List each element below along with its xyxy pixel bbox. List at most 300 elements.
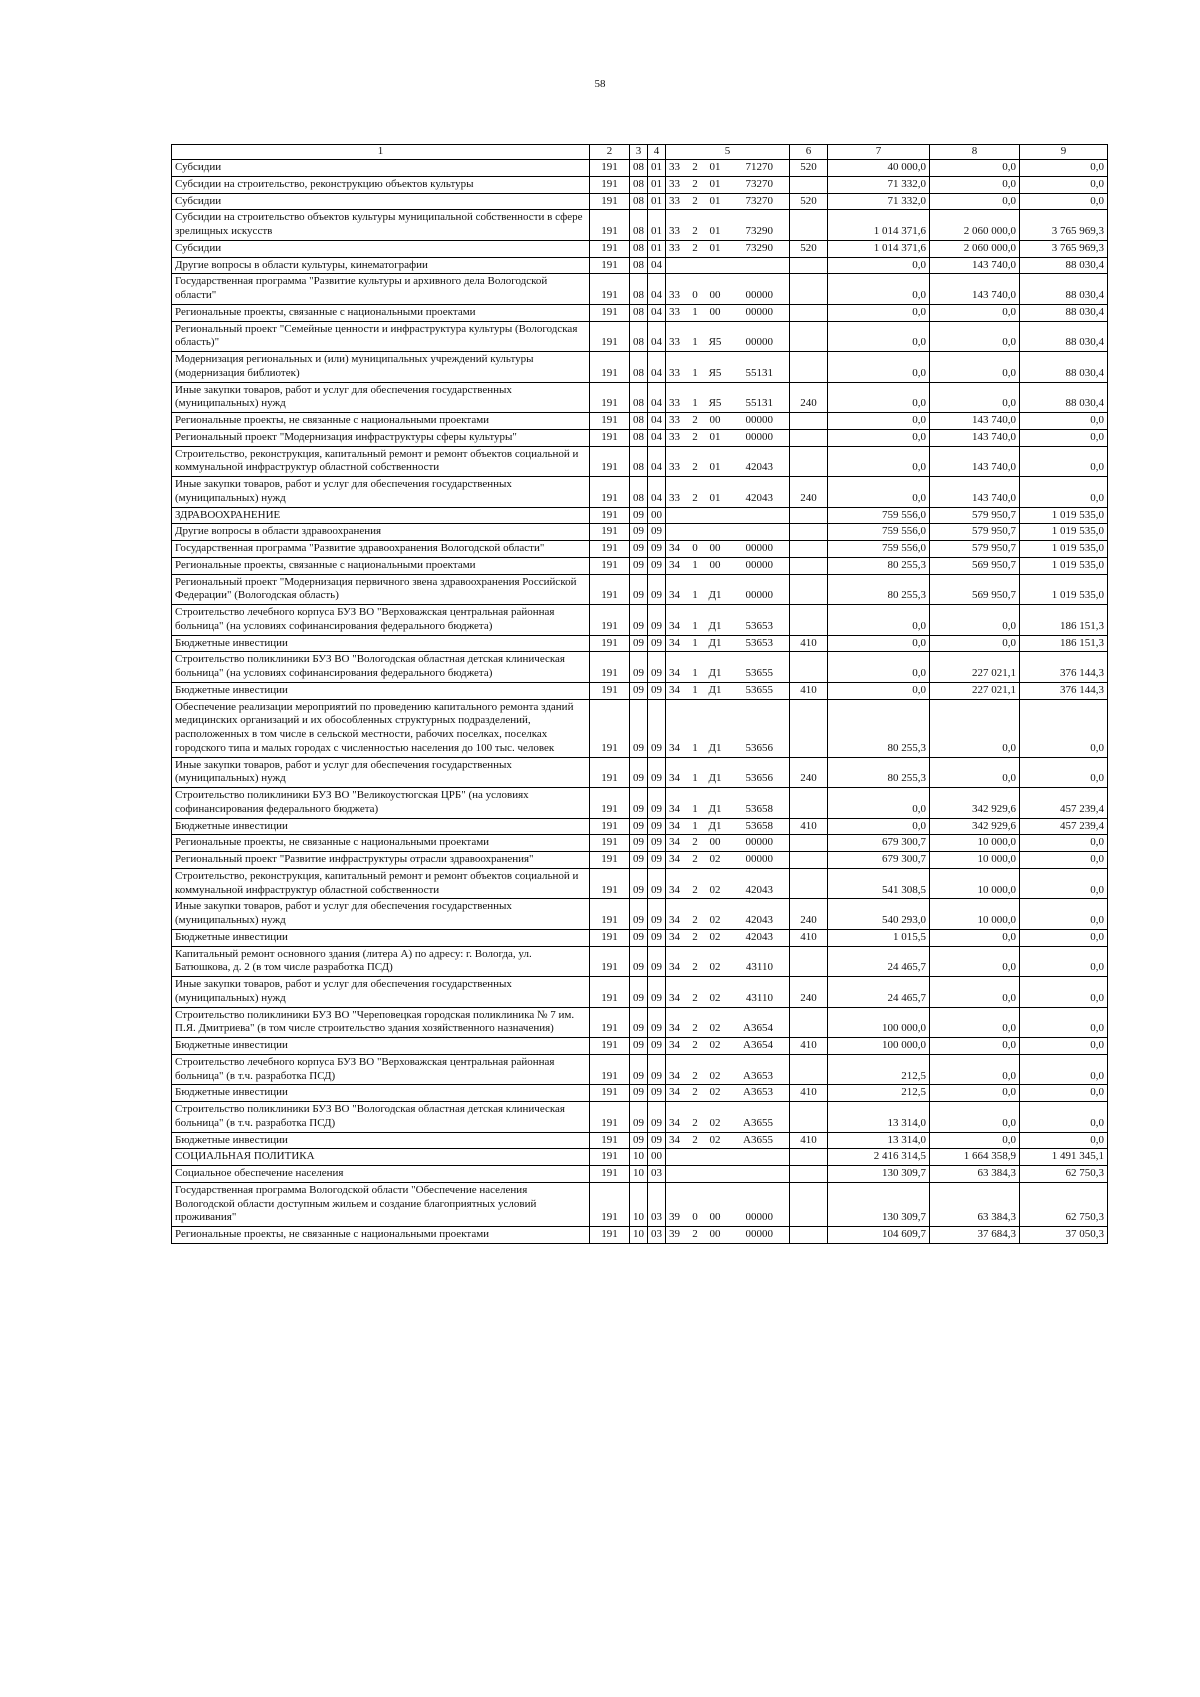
subprogram-code: 1 — [692, 336, 698, 349]
amount-year2-cell: 579 950,7 — [930, 507, 1020, 524]
amount-year1-cell: 100 000,0 — [828, 1038, 930, 1055]
program-code: 33 — [669, 177, 680, 190]
table-row — [172, 541, 1108, 558]
table-row — [172, 413, 1108, 430]
table-row — [172, 477, 1108, 508]
section-cell: 09 — [630, 557, 648, 574]
header-cell: 1 — [172, 145, 590, 160]
direction-code: 00000 — [745, 430, 773, 443]
amount-year2-cell: 2 060 000,0 — [930, 240, 1020, 257]
event-code: 02 — [709, 914, 721, 926]
section-cell: 09 — [630, 929, 648, 946]
program-code: 33 — [669, 241, 680, 254]
amount-year1-cell: 24 465,7 — [828, 946, 930, 977]
subsection-cell: 09 — [648, 605, 666, 636]
amount-year1-cell: 0,0 — [828, 652, 930, 683]
target-article-cell — [666, 477, 790, 508]
amount-year3-cell: 88 030,4 — [1020, 382, 1108, 413]
table-row — [172, 1166, 1108, 1183]
program-code: 33 — [669, 225, 680, 237]
expense-type-cell — [790, 304, 828, 321]
expense-type-cell — [790, 257, 828, 274]
amount-year1-cell: 130 309,7 — [828, 1182, 930, 1226]
amount-year2-cell: 0,0 — [930, 1132, 1020, 1149]
subprogram-code: 1 — [692, 741, 698, 754]
program-code: 34 — [669, 883, 680, 896]
subprogram-code: 2 — [692, 991, 698, 1004]
admin-code-cell: 191 — [590, 446, 630, 477]
amount-year2-cell: 0,0 — [930, 1007, 1020, 1038]
program-code: 33 — [669, 305, 680, 318]
row-name-cell: Строительство поликлиники БУЗ ВО "Череповецкая городская поликлиника № 7 им. П.Я. Дмитриева" (в том числе строительство здания хозяйственного назначения) — [172, 1007, 590, 1038]
target-article-cell — [666, 835, 790, 852]
budget-table — [171, 144, 1108, 1244]
table-row — [172, 446, 1108, 477]
subprogram-code: 2 — [692, 1228, 698, 1240]
admin-code-cell: 191 — [590, 977, 630, 1008]
subsection-cell: 09 — [648, 977, 666, 1008]
section-cell: 09 — [630, 818, 648, 835]
event-code: 02 — [709, 961, 721, 974]
admin-code-cell: 191 — [590, 1132, 630, 1149]
direction-code: 42043 — [745, 883, 773, 896]
amount-year2-cell: 1 664 358,9 — [930, 1149, 1020, 1166]
header-cell: 7 — [828, 145, 930, 160]
admin-code-cell: 191 — [590, 477, 630, 508]
target-article-cell — [666, 818, 790, 835]
row-name-cell: Иные закупки товаров, работ и услуг для обеспечения государственных (муниципальных) нужд — [172, 757, 590, 788]
event-code: 00 — [709, 1211, 721, 1224]
expense-type-cell: 240 — [790, 477, 828, 508]
amount-year1-cell: 0,0 — [828, 274, 930, 305]
subprogram-code: 2 — [692, 930, 698, 943]
section-cell: 08 — [630, 352, 648, 383]
amount-year2-cell: 10 000,0 — [930, 899, 1020, 930]
subsection-cell: 09 — [648, 652, 666, 683]
direction-code: 00000 — [745, 853, 773, 865]
section-cell: 09 — [630, 899, 648, 930]
program-code: 39 — [669, 1211, 680, 1224]
amount-year3-cell: 376 144,3 — [1020, 652, 1108, 683]
target-article-cell — [666, 429, 790, 446]
subsection-cell: 00 — [648, 1149, 666, 1166]
amount-year1-cell: 0,0 — [828, 788, 930, 819]
expense-type-cell — [790, 835, 828, 852]
subprogram-code: 2 — [692, 491, 698, 504]
table-row — [172, 977, 1108, 1008]
section-cell: 09 — [630, 605, 648, 636]
target-article-cell — [666, 176, 790, 193]
table-row — [172, 757, 1108, 788]
admin-code-cell: 191 — [590, 557, 630, 574]
section-cell: 09 — [630, 1085, 648, 1102]
section-cell: 08 — [630, 240, 648, 257]
direction-code: 53658 — [745, 802, 773, 815]
program-code: 34 — [669, 589, 680, 602]
amount-year3-cell: 0,0 — [1020, 929, 1108, 946]
amount-year3-cell: 0,0 — [1020, 446, 1108, 477]
admin-code-cell: 191 — [590, 1102, 630, 1133]
table-row — [172, 1102, 1108, 1133]
section-cell: 09 — [630, 1007, 648, 1038]
amount-year2-cell: 0,0 — [930, 699, 1020, 757]
row-name-cell: Строительство лечебного корпуса БУЗ ВО "Верховажская центральная районная больница" (на условиях софинансирования федерального бюджета) — [172, 605, 590, 636]
amount-year2-cell: 0,0 — [930, 1102, 1020, 1133]
expense-type-cell: 410 — [790, 929, 828, 946]
event-code: 01 — [709, 194, 721, 207]
subsection-cell: 04 — [648, 257, 666, 274]
event-code: 01 — [709, 461, 721, 474]
row-name-cell: Государственная программа "Развитие культуры и архивного дела Вологодской области" — [172, 274, 590, 305]
target-article-cell — [666, 1085, 790, 1102]
direction-code: 00000 — [745, 558, 773, 571]
subprogram-code: 2 — [692, 194, 698, 207]
subsection-cell: 04 — [648, 477, 666, 508]
amount-year1-cell: 0,0 — [828, 352, 930, 383]
amount-year3-cell: 457 239,4 — [1020, 788, 1108, 819]
admin-code-cell: 191 — [590, 1085, 630, 1102]
subsection-cell: 00 — [648, 507, 666, 524]
row-name-cell: СОЦИАЛЬНАЯ ПОЛИТИКА — [172, 1149, 590, 1166]
event-code: Д1 — [708, 619, 722, 632]
subprogram-code: 0 — [692, 1211, 698, 1224]
direction-code: А3655 — [743, 1133, 773, 1146]
program-code: 34 — [669, 558, 680, 571]
row-name-cell: Иные закупки товаров, работ и услуг для обеспечения государственных (муниципальных) нужд — [172, 382, 590, 413]
target-article-cell — [666, 1182, 790, 1226]
amount-year1-cell: 80 255,3 — [828, 757, 930, 788]
amount-year2-cell: 143 740,0 — [930, 477, 1020, 508]
subsection-cell: 09 — [648, 1038, 666, 1055]
event-code: 02 — [709, 853, 721, 865]
target-article-cell — [666, 1132, 790, 1149]
table-row — [172, 557, 1108, 574]
table-row — [172, 382, 1108, 413]
expense-type-cell: 520 — [790, 193, 828, 210]
row-name-cell: Обеспечение реализации мероприятий по проведению капитального ремонта зданий медицинских организаций и их обособленных структурных подразделений, расположенных в том числе в сельской местности, рабочих поселках, поселках городского типа и малых городах с численностью населения до 100 тыс. человек — [172, 699, 590, 757]
subsection-cell: 09 — [648, 818, 666, 835]
row-name-cell: Строительство поликлиники БУЗ ВО "Великоустюгская ЦРБ" (на условиях софинансирования федерального бюджета) — [172, 788, 590, 819]
amount-year1-cell: 0,0 — [828, 477, 930, 508]
admin-code-cell: 191 — [590, 1166, 630, 1183]
target-article-cell — [666, 304, 790, 321]
event-code: 00 — [709, 836, 721, 849]
table-row — [172, 240, 1108, 257]
table-row — [172, 652, 1108, 683]
section-cell: 08 — [630, 321, 648, 352]
target-article-cell — [666, 321, 790, 352]
amount-year1-cell: 13 314,0 — [828, 1102, 930, 1133]
expense-type-cell — [790, 321, 828, 352]
program-code: 33 — [669, 194, 680, 207]
expense-type-cell: 240 — [790, 757, 828, 788]
row-name-cell: Региональные проекты, связанные с национальными проектами — [172, 557, 590, 574]
event-code: 01 — [709, 177, 721, 190]
amount-year3-cell: 0,0 — [1020, 176, 1108, 193]
amount-year3-cell: 0,0 — [1020, 899, 1108, 930]
subsection-cell: 09 — [648, 946, 666, 977]
table-row — [172, 635, 1108, 652]
admin-code-cell: 191 — [590, 257, 630, 274]
amount-year2-cell: 143 740,0 — [930, 274, 1020, 305]
row-name-cell: Социальное обеспечение населения — [172, 1166, 590, 1183]
section-cell: 09 — [630, 635, 648, 652]
program-code: 33 — [669, 366, 680, 379]
event-code: 02 — [709, 883, 721, 896]
direction-code: 00000 — [745, 836, 773, 849]
expense-type-cell: 410 — [790, 1085, 828, 1102]
table-row — [172, 574, 1108, 605]
subsection-cell: 09 — [648, 1085, 666, 1102]
amount-year3-cell: 1 019 535,0 — [1020, 574, 1108, 605]
section-cell: 09 — [630, 1132, 648, 1149]
section-cell: 09 — [630, 835, 648, 852]
subprogram-code: 1 — [692, 619, 698, 632]
amount-year1-cell: 212,5 — [828, 1054, 930, 1085]
amount-year1-cell: 0,0 — [828, 446, 930, 477]
amount-year3-cell: 0,0 — [1020, 835, 1108, 852]
subsection-cell: 04 — [648, 274, 666, 305]
table-row — [172, 868, 1108, 899]
expense-type-cell — [790, 446, 828, 477]
section-cell: 08 — [630, 304, 648, 321]
amount-year3-cell: 0,0 — [1020, 160, 1108, 177]
section-cell: 09 — [630, 788, 648, 819]
program-code: 33 — [669, 430, 680, 443]
amount-year3-cell: 0,0 — [1020, 977, 1108, 1008]
section-cell: 08 — [630, 413, 648, 430]
amount-year1-cell: 759 556,0 — [828, 541, 930, 558]
row-name-cell: Бюджетные инвестиции — [172, 635, 590, 652]
amount-year2-cell: 0,0 — [930, 352, 1020, 383]
amount-year2-cell: 143 740,0 — [930, 257, 1020, 274]
target-article-cell — [666, 557, 790, 574]
amount-year2-cell: 143 740,0 — [930, 413, 1020, 430]
row-name-cell: Региональный проект "Семейные ценности и инфраструктура культуры (Вологодская область)" — [172, 321, 590, 352]
program-code: 34 — [669, 961, 680, 974]
subsection-cell: 09 — [648, 868, 666, 899]
amount-year2-cell: 0,0 — [930, 1054, 1020, 1085]
row-name-cell: Бюджетные инвестиции — [172, 1132, 590, 1149]
event-code: Я5 — [708, 336, 722, 349]
table-row — [172, 899, 1108, 930]
amount-year1-cell: 71 332,0 — [828, 176, 930, 193]
section-cell: 09 — [630, 524, 648, 541]
amount-year2-cell: 143 740,0 — [930, 429, 1020, 446]
target-article-cell — [666, 868, 790, 899]
section-cell: 09 — [630, 757, 648, 788]
event-code: Д1 — [708, 636, 722, 649]
table-row — [172, 929, 1108, 946]
table-row — [172, 524, 1108, 541]
header-cell: 9 — [1020, 145, 1108, 160]
direction-code: 53653 — [745, 619, 773, 632]
amount-year3-cell: 1 019 535,0 — [1020, 507, 1108, 524]
subsection-cell: 04 — [648, 352, 666, 383]
header-cell: 6 — [790, 145, 828, 160]
amount-year3-cell: 0,0 — [1020, 477, 1108, 508]
target-article-cell — [666, 193, 790, 210]
admin-code-cell: 191 — [590, 1054, 630, 1085]
subprogram-code: 2 — [692, 430, 698, 443]
subprogram-code: 2 — [692, 177, 698, 190]
amount-year1-cell: 1 014 371,6 — [828, 240, 930, 257]
row-name-cell: Строительство, реконструкция, капитальный ремонт и ремонт объектов социальной и коммунальной инфраструктур областной собственности — [172, 446, 590, 477]
event-code: 00 — [709, 289, 721, 301]
target-article-cell — [666, 699, 790, 757]
table-row — [172, 1182, 1108, 1226]
event-code: 00 — [709, 305, 721, 318]
amount-year1-cell: 13 314,0 — [828, 1132, 930, 1149]
subprogram-code: 2 — [692, 883, 698, 896]
subprogram-code: 1 — [692, 305, 698, 318]
direction-code: 53655 — [745, 667, 773, 679]
amount-year1-cell: 104 609,7 — [828, 1227, 930, 1244]
admin-code-cell: 191 — [590, 929, 630, 946]
subprogram-code: 2 — [692, 161, 698, 173]
amount-year1-cell: 1 015,5 — [828, 929, 930, 946]
direction-code: 53656 — [745, 772, 773, 785]
amount-year3-cell: 88 030,4 — [1020, 321, 1108, 352]
amount-year2-cell: 0,0 — [930, 321, 1020, 352]
section-cell: 08 — [630, 477, 648, 508]
section-cell: 09 — [630, 699, 648, 757]
amount-year2-cell: 0,0 — [930, 160, 1020, 177]
program-code: 34 — [669, 1086, 680, 1099]
subprogram-code: 1 — [692, 819, 698, 832]
admin-code-cell: 191 — [590, 160, 630, 177]
row-name-cell: Региональные проекты, не связанные с национальными проектами — [172, 1227, 590, 1244]
amount-year1-cell: 80 255,3 — [828, 699, 930, 757]
subprogram-code: 2 — [692, 1069, 698, 1082]
direction-code: 43110 — [745, 961, 773, 974]
direction-code: 53658 — [745, 819, 773, 832]
section-cell: 09 — [630, 1054, 648, 1085]
direction-code: 73290 — [745, 225, 773, 237]
subsection-cell: 09 — [648, 574, 666, 605]
amount-year1-cell: 0,0 — [828, 413, 930, 430]
amount-year3-cell: 457 239,4 — [1020, 818, 1108, 835]
table-row — [172, 1038, 1108, 1055]
direction-code: 53655 — [745, 683, 773, 696]
expense-type-cell — [790, 541, 828, 558]
amount-year3-cell: 0,0 — [1020, 1102, 1108, 1133]
admin-code-cell: 191 — [590, 788, 630, 819]
admin-code-cell: 191 — [590, 413, 630, 430]
expense-type-cell — [790, 1007, 828, 1038]
amount-year2-cell: 0,0 — [930, 929, 1020, 946]
target-article-cell — [666, 977, 790, 1008]
subsection-cell: 03 — [648, 1227, 666, 1244]
amount-year3-cell: 62 750,3 — [1020, 1166, 1108, 1183]
direction-code: А3654 — [743, 1039, 773, 1051]
row-name-cell: Региональный проект "Модернизация инфраструктуры сферы культуры" — [172, 429, 590, 446]
row-name-cell: Строительство, реконструкция, капитальный ремонт и ремонт объектов социальной и коммунальной инфраструктур областной собственности — [172, 868, 590, 899]
program-code: 34 — [669, 914, 680, 926]
table-row — [172, 835, 1108, 852]
expense-type-cell — [790, 1166, 828, 1183]
expense-type-cell — [790, 429, 828, 446]
amount-year1-cell: 540 293,0 — [828, 899, 930, 930]
direction-code: 73290 — [745, 241, 773, 254]
expense-type-cell — [790, 507, 828, 524]
admin-code-cell: 191 — [590, 635, 630, 652]
expense-type-cell — [790, 946, 828, 977]
amount-year1-cell: 679 300,7 — [828, 835, 930, 852]
row-name-cell: Субсидии — [172, 193, 590, 210]
expense-type-cell — [790, 352, 828, 383]
subprogram-code: 2 — [692, 414, 698, 426]
target-article-cell — [666, 240, 790, 257]
subprogram-code: 1 — [692, 667, 698, 679]
amount-year3-cell: 88 030,4 — [1020, 257, 1108, 274]
event-code: 02 — [709, 1133, 721, 1146]
amount-year1-cell: 0,0 — [828, 429, 930, 446]
target-article-cell — [666, 574, 790, 605]
subsection-cell: 01 — [648, 193, 666, 210]
amount-year1-cell: 212,5 — [828, 1085, 930, 1102]
target-article-cell — [666, 852, 790, 869]
table-row — [172, 682, 1108, 699]
amount-year3-cell: 0,0 — [1020, 1038, 1108, 1055]
amount-year2-cell: 10 000,0 — [930, 868, 1020, 899]
admin-code-cell: 191 — [590, 574, 630, 605]
subprogram-code: 2 — [692, 1116, 698, 1129]
amount-year2-cell: 342 929,6 — [930, 818, 1020, 835]
subsection-cell: 03 — [648, 1166, 666, 1183]
event-code: 02 — [709, 991, 721, 1004]
admin-code-cell: 191 — [590, 682, 630, 699]
subprogram-code: 1 — [692, 366, 698, 379]
target-article-cell — [666, 1102, 790, 1133]
table-row — [172, 507, 1108, 524]
direction-code: 00000 — [745, 542, 773, 554]
expense-type-cell — [790, 788, 828, 819]
program-code: 34 — [669, 853, 680, 865]
row-name-cell: Капитальный ремонт основного здания (литера А) по адресу: г. Вологда, ул. Батюшкова, д. 2 (в том числе разработка ПСД) — [172, 946, 590, 977]
subprogram-code: 2 — [692, 961, 698, 974]
target-article-cell — [666, 274, 790, 305]
subprogram-code: 0 — [692, 542, 698, 554]
admin-code-cell: 191 — [590, 524, 630, 541]
expense-type-cell: 410 — [790, 818, 828, 835]
event-code: 00 — [709, 1228, 721, 1240]
admin-code-cell: 191 — [590, 1227, 630, 1244]
section-cell: 09 — [630, 574, 648, 605]
amount-year3-cell: 88 030,4 — [1020, 304, 1108, 321]
program-code: 34 — [669, 836, 680, 849]
table-row — [172, 193, 1108, 210]
program-code: 34 — [669, 1069, 680, 1082]
event-code: Д1 — [708, 772, 722, 785]
amount-year2-cell: 143 740,0 — [930, 446, 1020, 477]
row-name-cell: Бюджетные инвестиции — [172, 818, 590, 835]
row-name-cell: Другие вопросы в области культуры, кинематографии — [172, 257, 590, 274]
admin-code-cell: 191 — [590, 605, 630, 636]
section-cell: 09 — [630, 541, 648, 558]
row-name-cell: ЗДРАВООХРАНЕНИЕ — [172, 507, 590, 524]
row-name-cell: Региональный проект "Развитие инфраструктуры отрасли здравоохранения" — [172, 852, 590, 869]
subsection-cell: 01 — [648, 160, 666, 177]
row-name-cell: Бюджетные инвестиции — [172, 1038, 590, 1055]
direction-code: 00000 — [745, 1228, 773, 1240]
table-row — [172, 699, 1108, 757]
event-code: 01 — [709, 161, 721, 173]
program-code: 39 — [669, 1228, 680, 1240]
program-code: 34 — [669, 991, 680, 1004]
target-article-cell — [666, 1054, 790, 1085]
direction-code: А3655 — [743, 1116, 773, 1129]
